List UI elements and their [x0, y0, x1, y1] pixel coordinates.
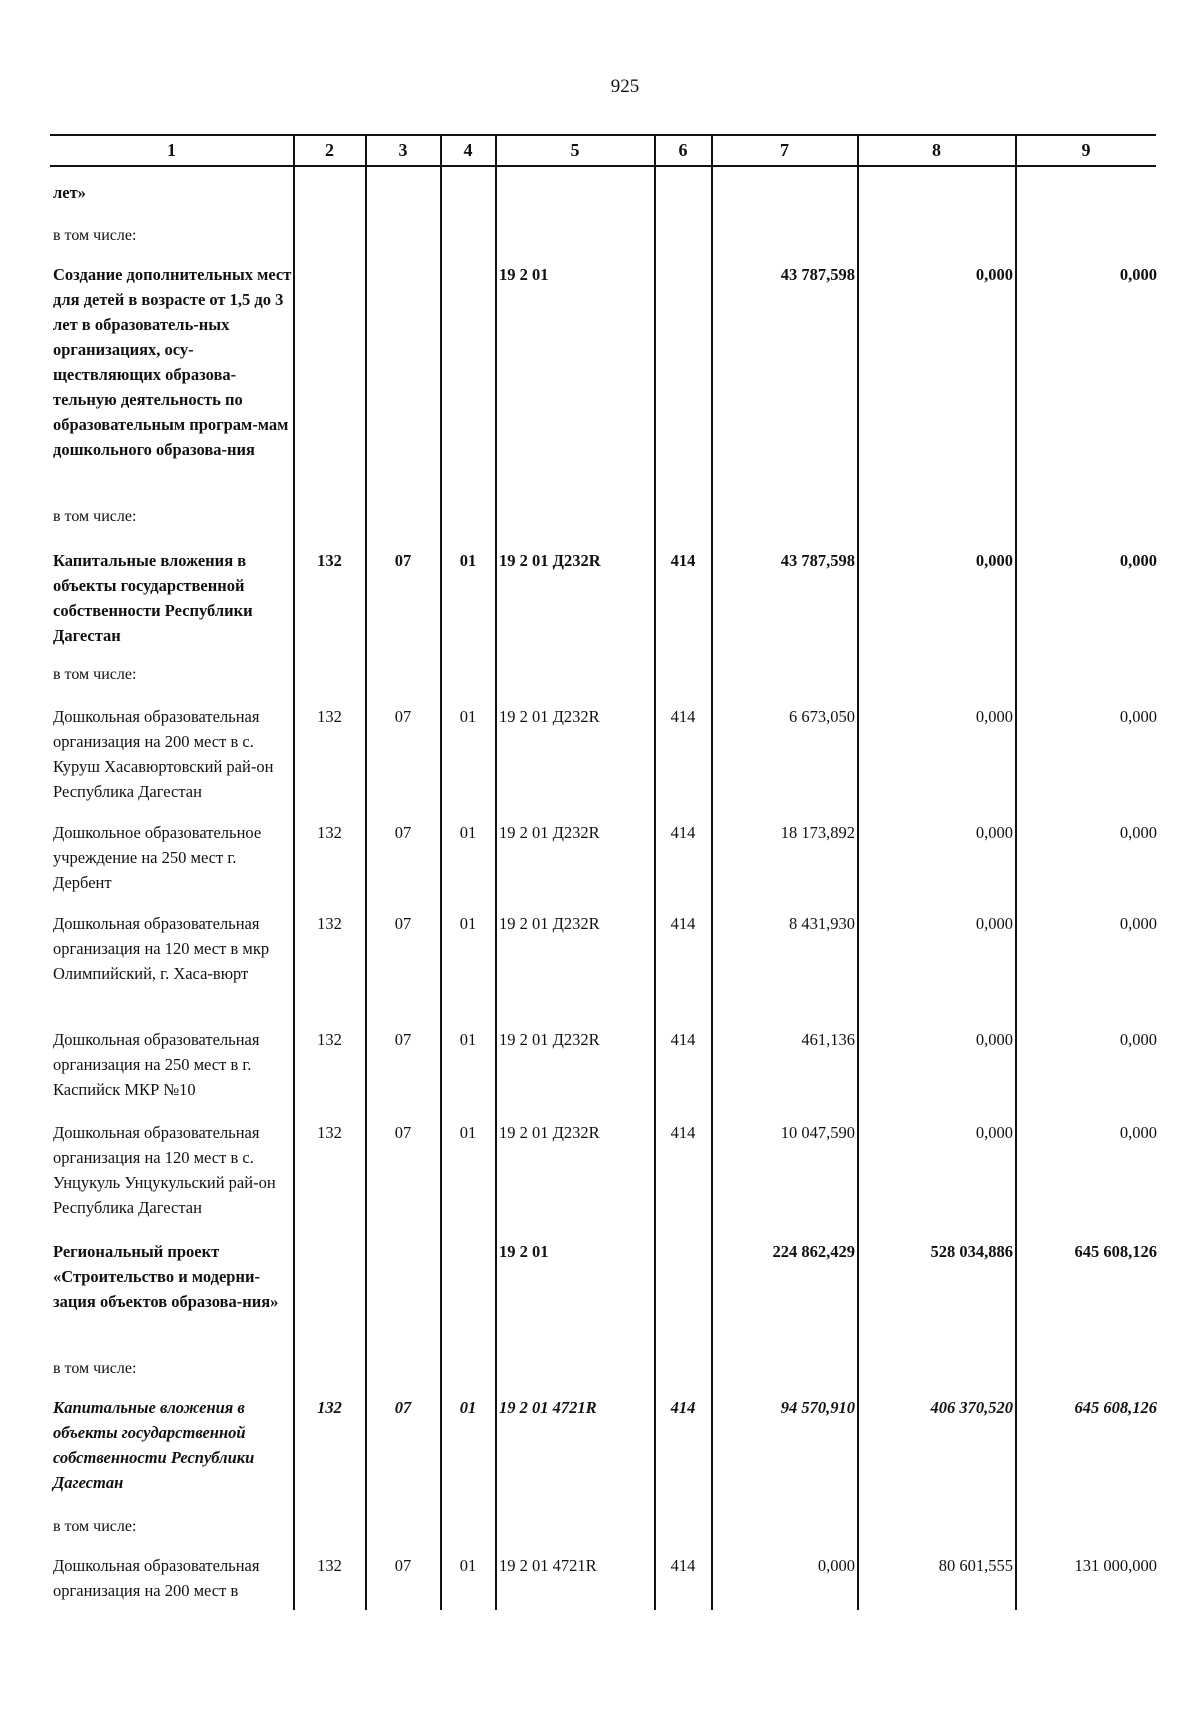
col-divider	[495, 134, 497, 1610]
cell-col-9: 0,000	[1119, 707, 1157, 726]
cell-col-8: 528 034,886	[930, 1242, 1013, 1261]
cell-col-6: 414	[670, 1123, 696, 1142]
cell-col-4: 01	[459, 914, 477, 933]
cell-col-9: 645 608,126	[1074, 1398, 1157, 1417]
cell-col-5: 19 2 01 Д232R	[499, 1123, 600, 1142]
cell-col-5: 19 2 01 Д232R	[499, 914, 600, 933]
cell-col-7: 43 787,598	[780, 551, 855, 570]
cell-col-8: 0,000	[975, 265, 1013, 284]
cell-col-9: 0,000	[1119, 265, 1157, 284]
header-col-3: 3	[398, 140, 408, 160]
cell-col-3: 07	[394, 1556, 412, 1575]
cell-col-9: 645 608,126	[1074, 1242, 1157, 1261]
header-col-4: 4	[463, 140, 473, 160]
header-col-6: 6	[678, 140, 688, 160]
row-subheading: в том числе:	[53, 666, 137, 683]
header-bottom-rule	[50, 165, 1156, 167]
cell-col-4: 01	[459, 1398, 477, 1417]
cell-col-3: 07	[394, 1030, 412, 1049]
cell-col-6: 414	[670, 707, 696, 726]
cell-col-5: 19 2 01	[499, 265, 549, 284]
cell-col-3: 07	[394, 1398, 412, 1417]
col-divider	[711, 134, 713, 1610]
header-col-9: 9	[1081, 140, 1091, 160]
cell-col-5: 19 2 01 Д232R	[499, 707, 600, 726]
cell-col-9: 0,000	[1119, 1123, 1157, 1142]
cell-col-5: 19 2 01 Д232R	[499, 823, 600, 842]
col-divider	[293, 134, 295, 1610]
cell-col-2: 132	[317, 1556, 342, 1575]
cell-col-9: 0,000	[1119, 823, 1157, 842]
col-divider	[440, 134, 442, 1610]
cell-col-4: 01	[459, 707, 477, 726]
page-number: 925	[610, 76, 640, 97]
cell-col-5: 19 2 01 Д232R	[499, 1030, 600, 1049]
cell-col-3: 07	[394, 551, 412, 570]
row-label: Дошкольное образовательное учреждение на 250 мест г. Дербент	[53, 823, 262, 892]
header-col-7: 7	[780, 140, 789, 160]
cell-col-8: 0,000	[975, 707, 1013, 726]
cell-col-9: 0,000	[1119, 551, 1157, 570]
cell-col-2: 132	[317, 823, 342, 842]
row-label: Дошкольная образовательная организация на 250 мест в г. Каспийск МКР №10	[53, 1030, 260, 1099]
col-divider	[1015, 134, 1017, 1610]
cell-col-2: 132	[317, 1123, 342, 1142]
cell-col-2: 132	[317, 914, 342, 933]
row-label: Дошкольная образовательная организация на 120 мест в мкр Олимпийский, г. Хаса-вюрт	[53, 914, 270, 983]
cell-col-5: 19 2 01 Д232R	[499, 551, 601, 570]
cell-col-5: 19 2 01 4721R	[499, 1556, 597, 1575]
cell-col-4: 01	[459, 1123, 477, 1142]
header-col-5: 5	[570, 140, 580, 160]
row-label: лет»	[53, 183, 86, 202]
cell-col-2: 132	[317, 1398, 342, 1417]
header-col-1: 1	[167, 140, 176, 160]
row-subheading: в том числе:	[53, 508, 137, 525]
col-divider	[365, 134, 367, 1610]
cell-col-7: 8 431,930	[789, 914, 855, 933]
cell-col-7: 224 862,429	[772, 1242, 855, 1261]
cell-col-9: 0,000	[1119, 914, 1157, 933]
cell-col-8: 0,000	[975, 551, 1013, 570]
row-label: Региональный проект «Строительство и модерни-зация объектов образова-ния»	[53, 1242, 279, 1311]
header-col-8: 8	[932, 140, 941, 160]
cell-col-7: 0,000	[817, 1556, 855, 1575]
row-label: Дошкольная образовательная организация на 200 мест в с. Куруш Хасавюртовский рай-он Республика Дагестан	[53, 707, 274, 801]
cell-col-8: 0,000	[975, 823, 1013, 842]
cell-col-3: 07	[394, 914, 412, 933]
cell-col-2: 132	[317, 1030, 342, 1049]
cell-col-5: 19 2 01	[499, 1242, 549, 1261]
row-subheading: в том числе:	[53, 1518, 137, 1535]
row-label: Капитальные вложения в объекты государственной собственности Республики Дагестан	[53, 1398, 255, 1492]
cell-col-7: 18 173,892	[780, 823, 855, 842]
cell-col-4: 01	[459, 1030, 477, 1049]
cell-col-6: 414	[670, 1398, 696, 1417]
cell-col-3: 07	[394, 823, 412, 842]
cell-col-5: 19 2 01 4721R	[499, 1398, 597, 1417]
cell-col-8: 80 601,555	[938, 1556, 1013, 1575]
cell-col-4: 01	[459, 823, 477, 842]
cell-col-6: 414	[670, 823, 696, 842]
cell-col-2: 132	[317, 551, 342, 570]
cell-col-6: 414	[670, 1556, 696, 1575]
cell-col-8: 0,000	[975, 1030, 1013, 1049]
cell-col-2: 132	[317, 707, 342, 726]
col-divider	[654, 134, 656, 1610]
cell-col-7: 94 570,910	[780, 1398, 855, 1417]
cell-col-3: 07	[394, 707, 412, 726]
row-subheading: в том числе:	[53, 1360, 137, 1377]
cell-col-6: 414	[670, 914, 696, 933]
row-label: Капитальные вложения в объекты государственной собственности Республики Дагестан	[53, 551, 253, 645]
cell-col-7: 6 673,050	[789, 707, 855, 726]
cell-col-6: 414	[670, 551, 696, 570]
cell-col-7: 43 787,598	[780, 265, 855, 284]
cell-col-9: 0,000	[1119, 1030, 1157, 1049]
row-subheading: в том числе:	[53, 227, 137, 244]
col-divider	[857, 134, 859, 1610]
cell-col-6: 414	[670, 1030, 696, 1049]
cell-col-8: 406 370,520	[930, 1398, 1013, 1417]
cell-col-8: 0,000	[975, 1123, 1013, 1142]
row-label: Дошкольная образовательная организация на 120 мест в с. Унцукуль Унцукульский рай-он Республика Дагестан	[53, 1123, 276, 1217]
row-label: Дошкольная образовательная организация на 200 мест в	[53, 1556, 260, 1600]
cell-col-7: 10 047,590	[780, 1123, 855, 1142]
row-label: Создание дополнительных мест для детей в возрасте от 1,5 до 3 лет в образователь-ных организациях, осу-ществляющих образова-тельную деятельность по образовательным програм-мам дошкольного образова-ния	[53, 265, 292, 459]
cell-col-8: 0,000	[975, 914, 1013, 933]
cell-col-3: 07	[394, 1123, 412, 1142]
header-col-2: 2	[325, 140, 334, 160]
cell-col-4: 01	[459, 1556, 477, 1575]
cell-col-7: 461,136	[801, 1030, 855, 1049]
table-top-rule	[50, 134, 1156, 136]
cell-col-9: 131 000,000	[1074, 1556, 1157, 1575]
cell-col-4: 01	[459, 551, 477, 570]
